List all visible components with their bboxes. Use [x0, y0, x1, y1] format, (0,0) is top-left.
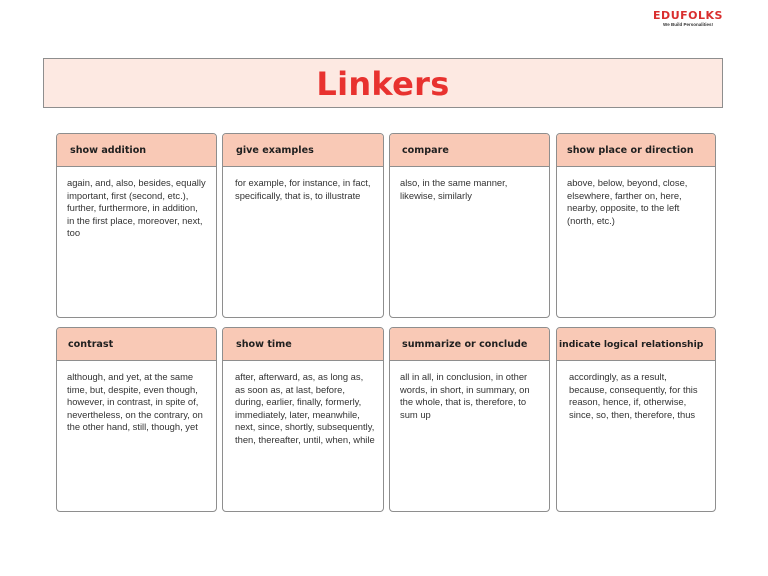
card-show-addition — [56, 133, 217, 318]
card-heading: show addition — [57, 134, 216, 167]
card-text: also, in the same manner, likewise, similarly — [400, 177, 508, 201]
card-heading: compare — [390, 134, 549, 167]
card-show-place-or-direction — [556, 133, 716, 318]
card-compare — [389, 133, 550, 318]
card-give-examples — [222, 133, 384, 318]
title-banner — [43, 58, 723, 108]
card-heading: show time — [223, 328, 383, 361]
card-heading: give examples — [223, 134, 383, 167]
card-heading: show place or direction — [557, 134, 715, 167]
edufolks-logo — [638, 10, 738, 28]
card-text: above, below, beyond, close, elsewhere, farther on, here, nearby, opposite, to the left (north, etc.) — [567, 177, 688, 226]
brand-tagline: We Build Personalities! — [663, 22, 713, 27]
card-show-time — [222, 327, 384, 512]
card-text: after, afterward, as, as long as, as soon as, at last, before, during, earlier, finally, formerly, immediately, later, meanwhile, next, since, shortly, subsequently, then, thereafter, until, when, while — [235, 371, 375, 445]
card-contrast — [56, 327, 217, 512]
card-text: accordingly, as a result, because, consequently, for this reason, hence, if, otherwise, since, so, then, therefore, thus — [569, 371, 698, 420]
card-text: for example, for instance, in fact, specifically, that is, to illustrate — [235, 177, 371, 201]
page-title: Linkers — [316, 65, 450, 103]
card-heading: summarize or conclude — [390, 328, 549, 361]
card-text: all in all, in conclusion, in other words, in short, in summary, on the whole, that is, therefore, to sum up — [400, 371, 530, 420]
card-heading: indicate logical relationship — [557, 328, 715, 361]
card-text: again, and, also, besides, equally important, first (second, etc.), further, furthermore, in addition, in the first place, moreover, next, too — [67, 177, 206, 239]
card-heading: contrast — [57, 328, 216, 361]
card-summarize-or-conclude — [389, 327, 550, 512]
brand-name: EDUFOLKS — [653, 9, 723, 22]
card-indicate-logical-relationship — [556, 327, 716, 512]
card-text: although, and yet, at the same time, but, despite, even though, however, in contrast, in spite of, nevertheless, on the contrary, on the other hand, still, though, yet — [67, 371, 203, 433]
